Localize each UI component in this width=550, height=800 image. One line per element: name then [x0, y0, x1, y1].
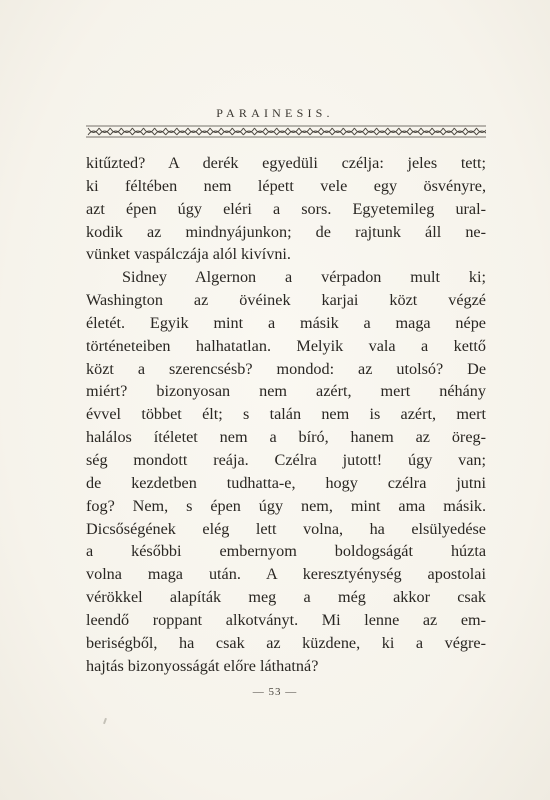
- ornament-link: [110, 128, 121, 135]
- text-line: ség mondott reája. Czélra jutott! úgy van;: [86, 450, 486, 469]
- text-line: vünket vaspálczája alól kivívni.: [86, 245, 291, 264]
- ornament-link: [155, 128, 166, 135]
- text-line: volna maga után. A keresztyénység apostolai: [86, 565, 486, 584]
- page-number: — 53 —: [252, 686, 298, 698]
- text-line: leendő roppant alkotványt. Mi lenne az em-: [86, 610, 486, 629]
- ornament-link: [166, 128, 177, 135]
- ornament-link: [465, 128, 476, 135]
- ornament-link: [277, 128, 288, 135]
- text-line: Sidney Algernon a vérpadon mult ki;: [122, 268, 486, 287]
- ornament-link: [99, 128, 110, 135]
- text-line: miért? bizonyosan nem azért, mert néhány: [86, 382, 486, 401]
- ornament-link: [144, 128, 155, 135]
- text-line: kodik az mindnyájunkon; de rajtunk áll ne-: [86, 222, 486, 241]
- ornament-link: [266, 128, 277, 135]
- ornament-link: [299, 128, 310, 135]
- text-line: kitűzted? A derék egyedüli czélja: jeles tett;: [86, 154, 486, 172]
- ornament-link: [377, 128, 388, 135]
- ornament-link: [288, 128, 299, 135]
- ornament-link: [121, 128, 132, 135]
- text-line: a későbbi embernyom boldogságát húzta: [86, 542, 486, 561]
- ornament-link: [354, 128, 365, 135]
- ornament-link: [388, 128, 399, 135]
- ornament-link: [399, 128, 410, 135]
- text-line: hajtás bizonyosságát előre láthatná?: [86, 656, 319, 675]
- paper-speck: [103, 718, 107, 724]
- ornament-link: [421, 128, 432, 135]
- text-line: közt a szerencsésb? mondod: az utolsó? De: [86, 359, 486, 378]
- text-line: halálos ítéletet nem a bíró, hanem az öreg-: [86, 428, 486, 447]
- ornament-link: [188, 128, 199, 135]
- running-title: PARAINESIS.: [216, 106, 334, 120]
- decorative-rule-ornament: [86, 124, 486, 140]
- ornament-link: [243, 128, 254, 135]
- ornament-link: [221, 128, 232, 135]
- ornament-link: [432, 128, 443, 135]
- text-line: ki féltében nem lépett vele egy ösvényre,: [86, 176, 486, 195]
- ornament-link: [410, 128, 421, 135]
- ornament-link: [199, 128, 210, 135]
- text-line: beriségből, ha csak az küzdene, ki a végre-: [86, 633, 486, 652]
- ornament-link: [477, 128, 487, 135]
- text-line: történeteiben halhatatlan. Melyik vala a kettő: [86, 336, 486, 355]
- text-line: Washington az övéinek karjai közt végzé: [86, 291, 486, 310]
- ornament-link: [255, 128, 266, 135]
- ornament-link: [210, 128, 221, 135]
- ornament-link: [454, 128, 465, 135]
- ornament-link: [321, 128, 332, 135]
- ornament-link: [443, 128, 454, 135]
- text-line: Dicsőségének elég lett volna, ha elsülyedése: [86, 519, 486, 538]
- text-line: vérökkel alapíták meg a még akkor csak: [86, 588, 486, 607]
- ornament-link: [310, 128, 321, 135]
- text-line: azt épen úgy eléri a sors. Egyetemileg ural-: [86, 199, 486, 218]
- text-line: de kezdetben tudhatta-e, hogy czélra jutni: [86, 473, 486, 492]
- ornament-link: [132, 128, 143, 135]
- ornament-link: [232, 128, 243, 135]
- ornament-link: [343, 128, 354, 135]
- text-line: évvel többet élt; s talán nem is azért, mert: [86, 405, 486, 424]
- text-line: életét. Egyik mint a másik a maga népe: [86, 313, 486, 332]
- ornament-link: [88, 128, 99, 135]
- text-line: fog? Nem, s épen úgy nem, mint ama másik.: [86, 496, 486, 515]
- ornament-link: [366, 128, 377, 135]
- ornament-link: [177, 128, 188, 135]
- body-text: [86, 152, 486, 677]
- ornament-link: [332, 128, 343, 135]
